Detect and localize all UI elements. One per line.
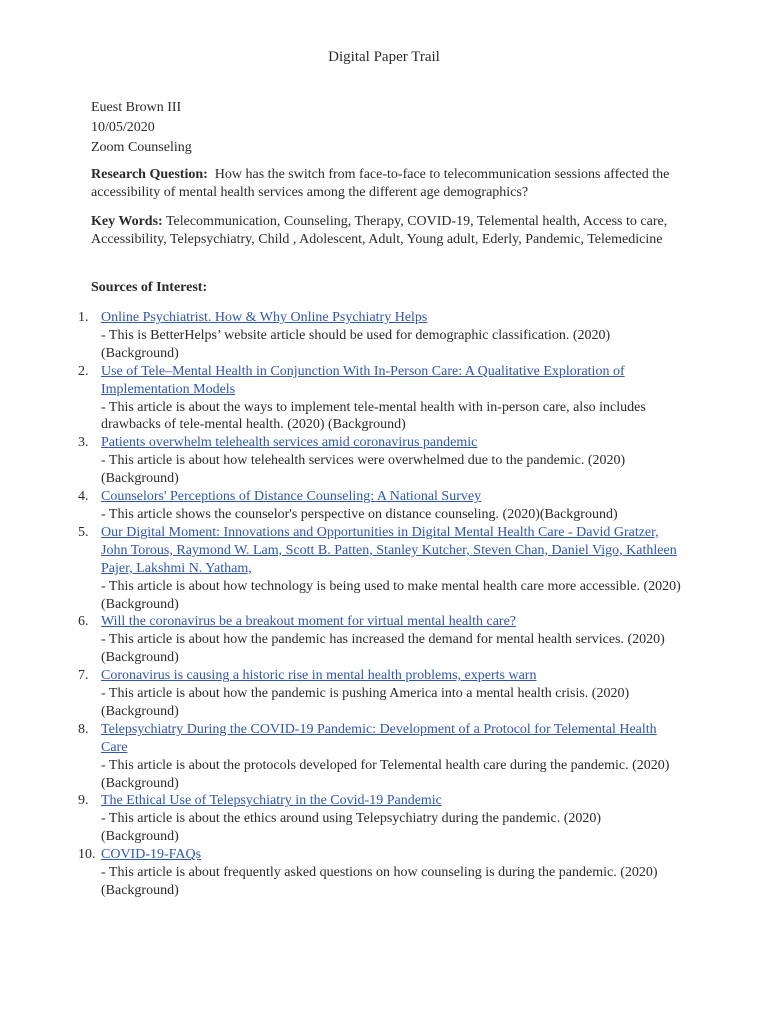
source-link[interactable]: Counselors' Perceptions of Distance Counseling: A National Survey xyxy=(101,489,482,505)
source-item xyxy=(0,524,681,614)
source-link[interactable]: Coronavirus is causing a historic rise in mental health problems, experts warn xyxy=(101,668,537,684)
source-item xyxy=(0,613,681,667)
source-link[interactable]: Our Digital Moment: Innovations and Opportunities in Digital Mental Health Care - David Gratzer, John Torous, Raymond W. Lam, Scott B. Patten, Stanley Kutcher, Steven Chan, Daniel Vigo, Kathleen Pajer, Lakshmi N. Yatham, xyxy=(101,524,677,576)
source-item xyxy=(0,721,681,793)
source-description: - This article is about the ways to implement tele-mental health with in-person care, also includes drawbacks of tele-mental health. (2020) (Background) xyxy=(101,399,646,433)
source-description: - This article is about frequently asked questions on how counseling is during the pandemic. (2020)(Background) xyxy=(101,865,658,898)
source-link[interactable]: The Ethical Use of Telepsychiatry in the Covid-19 Pandemic xyxy=(101,793,442,809)
source-link[interactable]: Patients overwhelm telehealth services amid coronavirus pandemic xyxy=(101,435,478,451)
source-link[interactable]: Will the coronavirus be a breakout moment for virtual mental health care? xyxy=(101,614,516,630)
source-number: 9. xyxy=(78,793,89,809)
source-link[interactable]: Telepsychiatry During the COVID-19 Pandemic: Development of a Protocol for Telemental Health Care xyxy=(101,721,657,755)
source-number: 1. xyxy=(78,310,89,325)
source-description: - This article is about the ethics around using Telepsychiatry during the pandemic. (2020) (Background) xyxy=(101,811,602,845)
source-item xyxy=(0,846,681,900)
document-topic: Zoom Counseling xyxy=(91,140,192,155)
source-number: 4. xyxy=(78,489,89,505)
source-number: 8. xyxy=(78,721,89,737)
source-description: - This article is about how technology is being used to make mental health care more accessible. (2020) (Background) xyxy=(101,578,681,612)
source-description: - This article is about how the pandemic is pushing America into a mental health crisis. (2020) (Background) xyxy=(101,686,630,719)
source-link[interactable]: Use of Tele–Mental Health in Conjunction With In-Person Care: A Qualitative Exploration of Implementation Models xyxy=(101,363,625,397)
source-number: 10. xyxy=(78,847,96,863)
key-words-label: Key Words: xyxy=(91,214,163,229)
source-description: - This article is about how the pandemic has increased the demand for mental health services. (2020) (Background) xyxy=(101,632,665,666)
source-item xyxy=(0,363,681,435)
research-question-label: Research Question: xyxy=(91,167,208,182)
source-link[interactable]: COVID-19-FAQs xyxy=(101,847,202,863)
sources-heading: Sources of Interest: xyxy=(91,280,208,295)
key-words xyxy=(91,213,681,249)
source-item xyxy=(0,792,681,846)
source-number: 6. xyxy=(78,614,89,630)
source-description: - This article is about how telehealth services were overwhelmed due to the pandemic. (2020) (Background) xyxy=(101,453,626,487)
source-description: - This article is about the protocols developed for Telemental health care during the pandemic. (2020)(Background) xyxy=(101,757,670,791)
document-header xyxy=(91,98,192,158)
source-item xyxy=(0,309,681,363)
source-number: 7. xyxy=(78,668,89,684)
document-title: Digital Paper Trail xyxy=(328,49,440,65)
source-item xyxy=(0,667,681,721)
source-number: 5. xyxy=(78,524,89,540)
source-description: - This article shows the counselor's perspective on distance counseling. (2020)(Background) xyxy=(101,506,618,522)
source-item xyxy=(0,488,681,524)
author-name: Euest Brown III xyxy=(91,100,182,115)
source-item xyxy=(0,434,681,488)
source-number: 2. xyxy=(78,363,89,379)
document-date: 10/05/2020 xyxy=(91,120,155,135)
source-link[interactable]: Online Psychiatrist. How & Why Online Psychiatry Helps xyxy=(101,310,428,325)
research-question xyxy=(91,166,681,202)
key-words-text: Telecommunication, Counseling, Therapy, COVID-19, Telemental health, Access to care, Accessibility, Telepsychiatry, Child , Adolescent, Adult, Young adult, Ederly, Pandemic, Telemedicine xyxy=(91,214,668,247)
source-description: - This is BetterHelps’ website article should be used for demographic classification. (2020) (Background) xyxy=(101,327,611,361)
source-number: 3. xyxy=(78,435,89,451)
sources-list xyxy=(0,309,768,900)
research-question-text: How has the switch from face-to-face to telecommunication sessions affected the accessibility of mental health services among the different age demographics? xyxy=(91,167,670,200)
